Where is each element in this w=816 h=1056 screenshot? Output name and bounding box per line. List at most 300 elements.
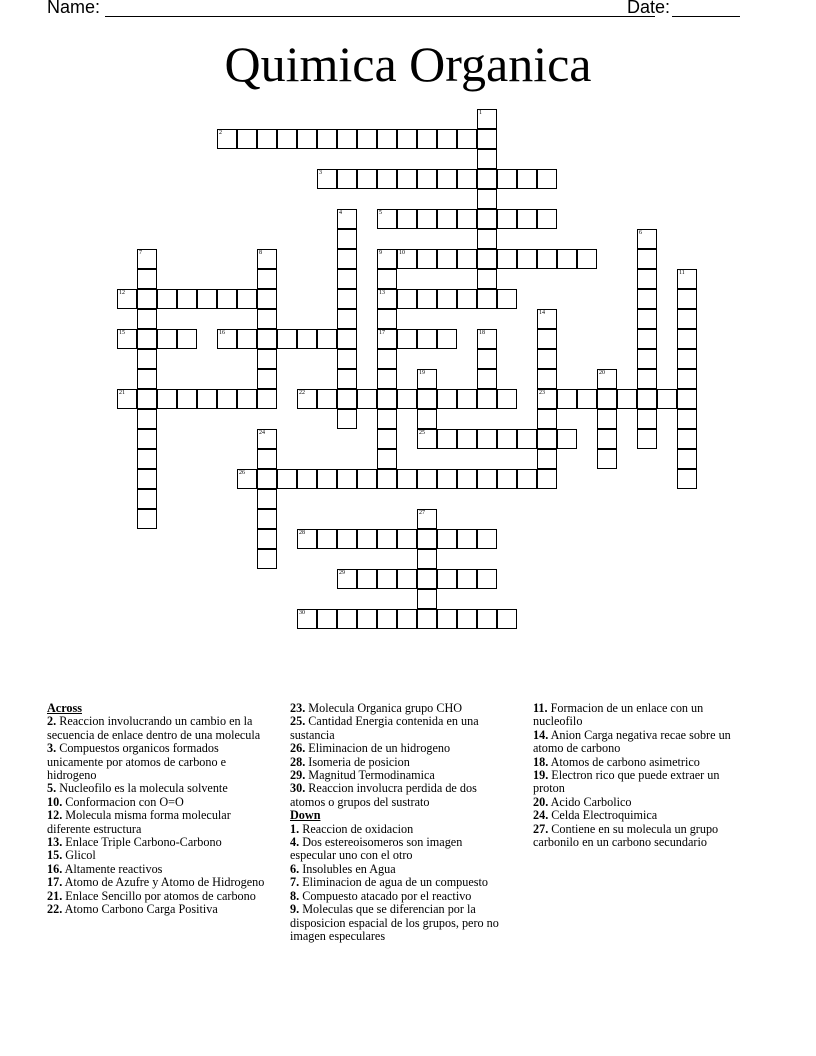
grid-cell[interactable]	[677, 309, 697, 329]
grid-cell[interactable]	[677, 329, 697, 349]
grid-cell[interactable]	[537, 329, 557, 349]
grid-cell[interactable]	[677, 409, 697, 429]
grid-cell[interactable]	[377, 209, 397, 229]
cell-number: 3	[319, 170, 322, 176]
clue-text: Reaccion de oxidacion	[299, 821, 414, 836]
grid-cell[interactable]	[417, 329, 437, 349]
grid-cell[interactable]	[457, 289, 477, 309]
grid-cell[interactable]	[437, 289, 457, 309]
grid-cell[interactable]	[477, 569, 497, 589]
grid-cell[interactable]	[337, 289, 357, 309]
clue-number: 8.	[290, 888, 300, 903]
grid-cell[interactable]	[677, 389, 697, 409]
grid-cell[interactable]	[337, 129, 357, 149]
grid-cell[interactable]	[337, 349, 357, 369]
grid-cell[interactable]	[557, 249, 577, 269]
clue-text: Reaccion involucrando un cambio en la secuencia de enlace dentro de una molecula	[47, 714, 261, 742]
grid-cell[interactable]	[597, 449, 617, 469]
grid-cell[interactable]	[237, 289, 257, 309]
clue-text: Glicol	[62, 848, 96, 863]
clue-number: 26.	[290, 741, 306, 756]
grid-cell[interactable]	[517, 209, 537, 229]
clue-number: 15.	[47, 848, 63, 863]
grid-cell[interactable]	[257, 129, 277, 149]
grid-cell[interactable]	[137, 509, 157, 529]
cell-number: 28	[299, 530, 305, 536]
grid-cell[interactable]	[477, 149, 497, 169]
grid-cell[interactable]	[217, 389, 237, 409]
clue-number: 19.	[533, 768, 549, 783]
clue-number: 22.	[47, 902, 63, 917]
grid-cell[interactable]	[497, 389, 517, 409]
clue-item	[47, 876, 267, 889]
grid-cell[interactable]	[337, 249, 357, 269]
grid-cell[interactable]	[137, 249, 157, 269]
grid-cell[interactable]	[637, 249, 657, 269]
clue-item	[290, 903, 510, 943]
cell-number: 24	[259, 430, 265, 436]
grid-cell[interactable]	[437, 329, 457, 349]
grid-cell[interactable]	[137, 349, 157, 369]
grid-cell[interactable]	[437, 129, 457, 149]
grid-cell[interactable]	[157, 389, 177, 409]
grid-cell[interactable]	[437, 469, 457, 489]
grid-cell[interactable]	[477, 169, 497, 189]
cell-number: 4	[339, 210, 342, 216]
grid-cell[interactable]	[517, 249, 537, 269]
grid-cell[interactable]	[637, 409, 657, 429]
grid-cell[interactable]	[357, 529, 377, 549]
grid-cell[interactable]	[417, 589, 437, 609]
grid-cell[interactable]	[457, 529, 477, 549]
cell-number: 1	[479, 110, 482, 116]
grid-cell[interactable]	[377, 469, 397, 489]
grid-cell[interactable]	[377, 169, 397, 189]
grid-cell[interactable]	[417, 129, 437, 149]
grid-cell[interactable]	[537, 309, 557, 329]
clue-text: Celda Electroquimica	[548, 808, 658, 823]
grid-cell[interactable]	[637, 229, 657, 249]
grid-cell[interactable]	[257, 489, 277, 509]
grid-cell[interactable]	[337, 389, 357, 409]
grid-cell[interactable]	[257, 509, 277, 529]
grid-cell[interactable]	[397, 469, 417, 489]
grid-cell[interactable]	[457, 249, 477, 269]
clue-item	[47, 890, 267, 903]
grid-cell[interactable]	[317, 169, 337, 189]
grid-cell[interactable]	[277, 329, 297, 349]
grid-cell[interactable]	[637, 369, 657, 389]
grid-cell[interactable]	[337, 409, 357, 429]
cell-number: 7	[139, 250, 142, 256]
grid-cell[interactable]	[317, 389, 337, 409]
clue-number: 29.	[290, 768, 306, 783]
grid-cell[interactable]	[417, 429, 437, 449]
grid-cell[interactable]	[317, 469, 337, 489]
grid-cell[interactable]	[257, 369, 277, 389]
grid-cell[interactable]	[417, 209, 437, 229]
grid-cell[interactable]	[457, 429, 477, 449]
grid-cell[interactable]	[137, 369, 157, 389]
grid-cell[interactable]	[437, 169, 457, 189]
grid-cell[interactable]	[397, 389, 417, 409]
grid-cell[interactable]	[137, 309, 157, 329]
clue-number: 1.	[290, 821, 300, 836]
grid-cell[interactable]	[397, 249, 417, 269]
clue-number: 25.	[290, 714, 306, 729]
grid-cell[interactable]	[677, 469, 697, 489]
grid-cell[interactable]	[277, 469, 297, 489]
grid-cell[interactable]	[397, 169, 417, 189]
grid-cell[interactable]	[477, 329, 497, 349]
grid-cell[interactable]	[677, 289, 697, 309]
grid-cell[interactable]	[477, 109, 497, 129]
grid-cell[interactable]	[377, 289, 397, 309]
grid-cell[interactable]	[257, 289, 277, 309]
grid-cell[interactable]	[477, 349, 497, 369]
grid-cell[interactable]	[537, 409, 557, 429]
cell-number: 19	[419, 370, 425, 376]
grid-cell[interactable]	[597, 409, 617, 429]
grid-cell[interactable]	[417, 169, 437, 189]
cell-number: 18	[479, 330, 485, 336]
grid-cell[interactable]	[677, 349, 697, 369]
grid-cell[interactable]	[297, 529, 317, 549]
grid-cell[interactable]	[257, 469, 277, 489]
grid-cell[interactable]	[377, 429, 397, 449]
clue-item	[47, 849, 267, 862]
grid-cell[interactable]	[257, 449, 277, 469]
grid-cell[interactable]	[377, 129, 397, 149]
grid-cell[interactable]	[437, 429, 457, 449]
clue-text: Anion Carga negativa recae sobre un atomo de carbono	[533, 727, 731, 756]
clue-item	[47, 796, 267, 809]
grid-cell[interactable]	[437, 569, 457, 589]
grid-cell[interactable]	[237, 469, 257, 489]
grid-cell[interactable]	[337, 569, 357, 589]
grid-cell[interactable]	[357, 389, 377, 409]
grid-cell[interactable]	[477, 249, 497, 269]
grid-cell[interactable]	[417, 569, 437, 589]
clue-text: Insolubles en Agua	[299, 861, 396, 876]
clue-number: 27.	[533, 821, 549, 836]
grid-cell[interactable]	[377, 249, 397, 269]
grid-cell[interactable]	[677, 269, 697, 289]
grid-cell[interactable]	[477, 429, 497, 449]
clue-item	[290, 823, 510, 836]
grid-cell[interactable]	[337, 269, 357, 289]
grid-cell[interactable]	[217, 329, 237, 349]
grid-cell[interactable]	[537, 369, 557, 389]
grid-cell[interactable]	[257, 429, 277, 449]
clue-item	[290, 876, 510, 889]
grid-cell[interactable]	[257, 269, 277, 289]
grid-cell[interactable]	[377, 389, 397, 409]
clue-number: 10.	[47, 794, 63, 809]
cell-number: 6	[639, 230, 642, 236]
clue-number: 2.	[47, 714, 57, 729]
grid-cell[interactable]	[377, 449, 397, 469]
grid-cell[interactable]	[397, 129, 417, 149]
grid-cell[interactable]	[217, 289, 237, 309]
grid-cell[interactable]	[177, 329, 197, 349]
grid-cell[interactable]	[137, 429, 157, 449]
grid-cell[interactable]	[137, 489, 157, 509]
grid-cell[interactable]	[417, 469, 437, 489]
grid-cell[interactable]	[397, 289, 417, 309]
grid-cell[interactable]	[257, 529, 277, 549]
cell-number: 17	[379, 330, 385, 336]
grid-cell[interactable]	[477, 189, 497, 209]
grid-cell[interactable]	[437, 609, 457, 629]
grid-cell[interactable]	[517, 429, 537, 449]
grid-cell[interactable]	[377, 569, 397, 589]
clue-number: 17.	[47, 875, 63, 890]
clue-text: Atomo de Azufre y Atomo de Hidrogeno	[62, 875, 265, 890]
grid-cell[interactable]	[317, 129, 337, 149]
grid-cell[interactable]	[317, 329, 337, 349]
grid-cell[interactable]	[417, 509, 437, 529]
grid-cell[interactable]	[137, 469, 157, 489]
grid-cell[interactable]	[457, 609, 477, 629]
grid-cell[interactable]	[257, 329, 277, 349]
grid-cell[interactable]	[337, 309, 357, 329]
grid-cell[interactable]	[477, 389, 497, 409]
grid-cell[interactable]	[277, 129, 297, 149]
grid-cell[interactable]	[137, 269, 157, 289]
grid-cell[interactable]	[217, 129, 237, 149]
clue-item	[533, 823, 753, 850]
grid-cell[interactable]	[637, 309, 657, 329]
grid-cell[interactable]	[237, 129, 257, 149]
grid-cell[interactable]	[357, 609, 377, 629]
grid-cell[interactable]	[337, 369, 357, 389]
grid-cell[interactable]	[397, 529, 417, 549]
clue-item	[533, 756, 753, 769]
grid-cell[interactable]	[477, 609, 497, 629]
grid-cell[interactable]	[257, 549, 277, 569]
across-heading: Across	[47, 701, 82, 715]
cell-number: 20	[599, 370, 605, 376]
grid-cell[interactable]	[497, 249, 517, 269]
grid-cell[interactable]	[137, 289, 157, 309]
clue-number: 12.	[47, 808, 63, 823]
grid-cell[interactable]	[337, 529, 357, 549]
grid-cell[interactable]	[497, 469, 517, 489]
clue-item	[290, 756, 510, 769]
cell-number: 14	[539, 310, 545, 316]
cell-number: 29	[339, 570, 345, 576]
grid-cell[interactable]	[397, 209, 417, 229]
clue-item	[290, 715, 510, 742]
grid-cell[interactable]	[337, 229, 357, 249]
grid-cell[interactable]	[417, 389, 437, 409]
grid-cell[interactable]	[637, 269, 657, 289]
grid-cell[interactable]	[397, 569, 417, 589]
grid-cell[interactable]	[417, 549, 437, 569]
clue-item	[290, 863, 510, 876]
clue-text: Cantidad Energia contenida en una sustancia	[290, 714, 479, 742]
clue-item	[290, 782, 510, 809]
grid-cell[interactable]	[237, 389, 257, 409]
grid-cell[interactable]	[377, 269, 397, 289]
grid-cell[interactable]	[477, 269, 497, 289]
grid-cell[interactable]	[177, 389, 197, 409]
grid-cell[interactable]	[477, 289, 497, 309]
clue-item	[533, 809, 753, 822]
clue-text: Atomo Carbono Carga Positiva	[62, 902, 218, 917]
grid-cell[interactable]	[357, 129, 377, 149]
clues-column-2	[290, 702, 510, 943]
clue-item	[47, 863, 267, 876]
grid-cell[interactable]	[337, 469, 357, 489]
grid-cell[interactable]	[457, 169, 477, 189]
clue-text: Molecula misma forma molecular diferente estructura	[47, 808, 231, 836]
grid-cell[interactable]	[417, 249, 437, 269]
grid-cell[interactable]	[557, 429, 577, 449]
clue-text: Compuestos organicos formados unicamente por atomos de carbono e hidrogeno	[47, 741, 227, 783]
grid-cell[interactable]	[377, 309, 397, 329]
grid-cell[interactable]	[537, 209, 557, 229]
grid-cell[interactable]	[477, 469, 497, 489]
grid-cell[interactable]	[517, 469, 537, 489]
grid-cell[interactable]	[357, 169, 377, 189]
grid-cell[interactable]	[637, 429, 657, 449]
grid-cell[interactable]	[397, 609, 417, 629]
grid-cell[interactable]	[377, 369, 397, 389]
grid-cell[interactable]	[477, 529, 497, 549]
clue-item	[290, 742, 510, 755]
grid-cell[interactable]	[597, 429, 617, 449]
grid-cell[interactable]	[537, 349, 557, 369]
grid-cell[interactable]	[597, 369, 617, 389]
grid-cell[interactable]	[477, 209, 497, 229]
grid-cell[interactable]	[157, 289, 177, 309]
grid-cell[interactable]	[637, 389, 657, 409]
grid-cell[interactable]	[637, 289, 657, 309]
grid-cell[interactable]	[617, 389, 637, 409]
grid-cell[interactable]	[497, 169, 517, 189]
grid-cell[interactable]	[477, 229, 497, 249]
grid-cell[interactable]	[437, 389, 457, 409]
grid-cell[interactable]	[577, 249, 597, 269]
grid-cell[interactable]	[537, 389, 557, 409]
grid-cell[interactable]	[377, 529, 397, 549]
grid-cell[interactable]	[237, 329, 257, 349]
grid-cell[interactable]	[117, 329, 137, 349]
grid-cell[interactable]	[457, 209, 477, 229]
grid-cell[interactable]	[437, 209, 457, 229]
grid-cell[interactable]	[537, 429, 557, 449]
clue-item	[47, 782, 267, 795]
grid-cell[interactable]	[537, 249, 557, 269]
grid-cell[interactable]	[197, 389, 217, 409]
grid-cell[interactable]	[537, 469, 557, 489]
grid-cell[interactable]	[337, 169, 357, 189]
grid-cell[interactable]	[377, 609, 397, 629]
grid-cell[interactable]	[437, 249, 457, 269]
clue-text: Magnitud Termodinamica	[305, 768, 435, 783]
grid-cell[interactable]	[497, 289, 517, 309]
grid-cell[interactable]	[297, 469, 317, 489]
grid-cell[interactable]	[477, 129, 497, 149]
grid-cell[interactable]	[117, 389, 137, 409]
grid-cell[interactable]	[577, 389, 597, 409]
cell-number: 26	[239, 470, 245, 476]
grid-cell[interactable]	[377, 329, 397, 349]
grid-cell[interactable]	[357, 569, 377, 589]
grid-cell[interactable]	[497, 209, 517, 229]
down-heading: Down	[290, 808, 321, 823]
grid-cell[interactable]	[297, 389, 317, 409]
grid-cell[interactable]	[357, 469, 377, 489]
grid-cell[interactable]	[417, 609, 437, 629]
grid-cell[interactable]	[437, 529, 457, 549]
grid-cell[interactable]	[637, 349, 657, 369]
grid-cell[interactable]	[137, 409, 157, 429]
grid-cell[interactable]	[417, 529, 437, 549]
grid-cell[interactable]	[517, 169, 537, 189]
grid-cell[interactable]	[117, 289, 137, 309]
grid-cell[interactable]	[137, 389, 157, 409]
grid-cell[interactable]	[337, 329, 357, 349]
grid-cell[interactable]	[317, 609, 337, 629]
grid-cell[interactable]	[457, 469, 477, 489]
grid-cell[interactable]	[137, 329, 157, 349]
grid-cell[interactable]	[137, 449, 157, 469]
grid-cell[interactable]	[677, 369, 697, 389]
grid-cell[interactable]	[317, 529, 337, 549]
grid-cell[interactable]	[157, 329, 177, 349]
grid-cell[interactable]	[197, 289, 217, 309]
grid-cell[interactable]	[677, 449, 697, 469]
clue-item	[533, 796, 753, 809]
grid-cell[interactable]	[497, 609, 517, 629]
grid-cell[interactable]	[417, 289, 437, 309]
grid-cell[interactable]	[537, 449, 557, 469]
grid-cell[interactable]	[297, 609, 317, 629]
grid-cell[interactable]	[457, 389, 477, 409]
grid-cell[interactable]	[377, 349, 397, 369]
grid-cell[interactable]	[677, 429, 697, 449]
grid-cell[interactable]	[637, 329, 657, 349]
grid-cell[interactable]	[457, 569, 477, 589]
grid-cell[interactable]	[597, 389, 617, 409]
grid-cell[interactable]	[337, 609, 357, 629]
grid-cell[interactable]	[397, 329, 417, 349]
grid-cell[interactable]	[257, 249, 277, 269]
grid-cell[interactable]	[457, 129, 477, 149]
grid-cell[interactable]	[297, 329, 317, 349]
grid-cell[interactable]	[537, 169, 557, 189]
grid-cell[interactable]	[297, 129, 317, 149]
clue-text: Moleculas que se diferencian por la disposicion espacial de los grupos, pero no imagen especulares	[290, 902, 499, 943]
grid-cell[interactable]	[377, 409, 397, 429]
grid-cell[interactable]	[257, 349, 277, 369]
clue-number: 18.	[533, 754, 549, 769]
grid-cell[interactable]	[417, 409, 437, 429]
grid-cell[interactable]	[417, 369, 437, 389]
grid-cell[interactable]	[477, 369, 497, 389]
clue-text: Eliminacion de un hidrogeno	[305, 741, 451, 756]
grid-cell[interactable]	[177, 289, 197, 309]
grid-cell[interactable]	[257, 389, 277, 409]
grid-cell[interactable]	[257, 309, 277, 329]
grid-cell[interactable]	[337, 209, 357, 229]
grid-cell[interactable]	[497, 429, 517, 449]
grid-cell[interactable]	[557, 389, 577, 409]
grid-cell[interactable]	[657, 389, 677, 409]
